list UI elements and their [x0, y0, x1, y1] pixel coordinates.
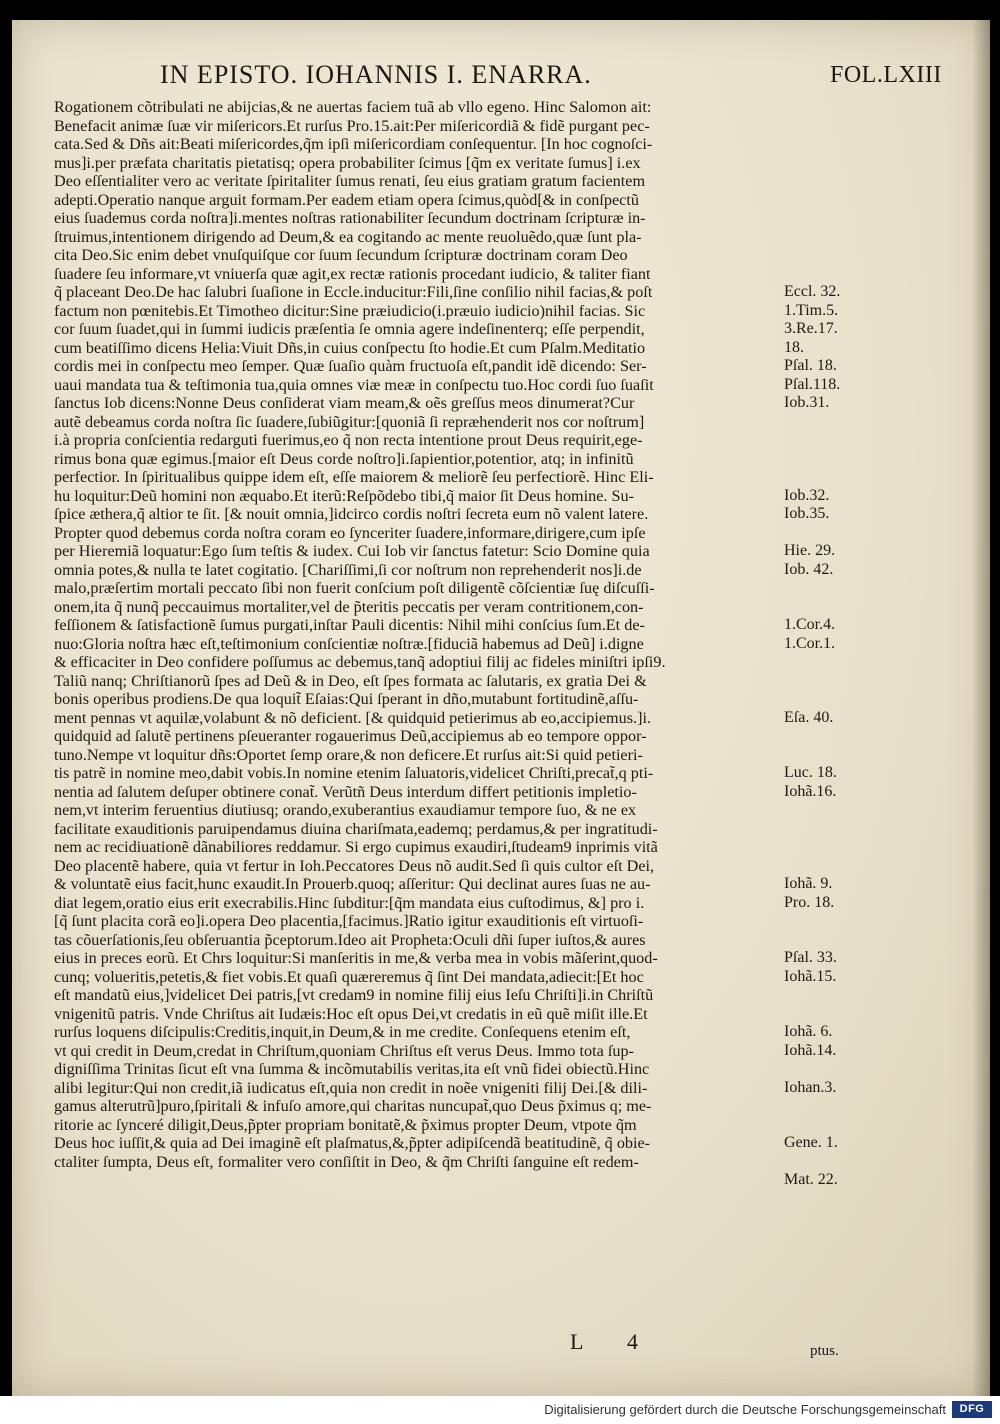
- text-line: malo,præſertim mortali peccato ſibi non fuerit conſcium poſt diligentẽ cõſcientiæ ſuę diſcuſſi-: [54, 579, 655, 597]
- text-line: uaui mandata tua & teſtimonia tua,quia omnes viæ meæ in conſpectu tuo.Hoc cordi ſuo ſuaſit: [54, 375, 654, 394]
- text-line: & efficaciter in Deo confidere poſſumus ac debemus,tanq̃ adoptiui filij ac fideles miniſtri ipſi9.: [54, 653, 666, 671]
- text-line: vt qui credit in Deum,credat in Chriſtum,quoniam Chriſtus eſt verus Deus. Immo tota ſup-: [54, 1041, 634, 1060]
- text-line: tuno.Nempe vt loquitur dñs:Oportet ſemp orare,& non deficere.Et rurſus ait:Si quid petieri-: [54, 745, 643, 764]
- text-line: eius in preces eorũ. Et Chrs loquitur:Si manſeritis in me,& verba mea in vobis mãſerint,quod-: [54, 949, 658, 967]
- text-line: cunq; volueritis,petetis,& fiet vobis.Et quaſi quæreremus q̃ ſint Dei mandata,adiecit:[Et hoc: [54, 967, 644, 986]
- text-line: rimus bona quæ egimus.[maior eſt Deus corde noſtro]i.ſapientior,potentior, atq; in infinitũ: [54, 449, 634, 468]
- marginal-reference: Iohã. 6.: [784, 1023, 833, 1040]
- text-line: cordis mei in conſpectu meo ſemper. Quæ ſuaſio quàm fructuoſa eſt,pandit idẽ dicendo: Ser-: [54, 357, 647, 375]
- text-line: autẽ debeamus corda noſtra ſic ſuadere,ſubiũgitur:[quoniã ſi repræhenderit nos cor noſtrum]: [54, 412, 645, 431]
- text-line: ſtruimus,intentionem dirigendo ad Deum,& ea cogitando ac mente reuoluẽdo,quæ ſunt pla-: [54, 227, 642, 246]
- text-line: factum non pœnitebis.Et Timotheo dicitur:Sine præiudicio(i.præuio iudicio)nihil facias. Sic: [54, 301, 646, 320]
- text-line: bonis operibus prodiens.De qua loquit̃ Eſaias:Qui ſperant in dño,mutabunt fortitudinẽ,aſſu-: [54, 690, 639, 708]
- marginal-reference: Iohã. 9.: [784, 875, 833, 892]
- text-line: alibi legitur:Qui non credit,iã iudicatus eſt,quia non credit in noẽe vnigeniti filij Dei.[& dili-: [54, 1078, 648, 1097]
- text-line: Taliũ nanq; Chriſtianorũ ſpes ad Deũ & in Deo, eſt ſpes formata ac ſalutaris, ex gratia Dei &: [54, 671, 647, 690]
- marginal-reference: Mat. 22.: [784, 1171, 838, 1188]
- text-line: Rogationem cõtribulati ne abijcias,& ne auertas faciem tuã ab vllo egeno. Hinc Salomon ait:: [54, 98, 652, 116]
- text-line: quidquid ad ſalutẽ pertinens pſeueranter rogauerimus Deũ,accipiemus ab eo tempore oppor-: [54, 727, 647, 745]
- digitization-footer: [0, 1396, 1000, 1424]
- text-line: vnigenitũ patris. Vnde Chriſtus ait Iudæis:Hoc eſt opus Dei,vt credatis in eũ quẽ miſit ille.Et: [54, 1004, 648, 1023]
- signature-number: 4: [627, 1329, 638, 1354]
- text-line: perfectior. In ſpiritualibus quippe idem eſt, eſſe maiorem & meliorẽ ſeu perfectiorẽ. Hinc Eli-: [54, 468, 654, 486]
- marginal-reference: Iohan.3.: [784, 1078, 837, 1096]
- marginal-reference: Iob.31.: [784, 394, 830, 411]
- marginal-reference: 1.Tim.5.: [784, 301, 839, 319]
- marginal-reference: Pro. 18.: [784, 893, 835, 911]
- text-line: cita Deo.Sic enim debet vnuſquiſque cor ſuum ſecundum ſcripturæ doctrinam coram Deo: [54, 246, 628, 264]
- marginal-reference: Pſal. 33.: [784, 949, 837, 966]
- text-line: Deo eſſentialiter vero ac veritate ſpiritaliter ſumus renati, ſeu eius gratiam gratum facientem: [54, 172, 646, 190]
- text-line: i.à propria conſcientia redarguti fuerimus,eo q̃ non recta intentione prout Deus requirit,ege-: [54, 431, 643, 449]
- text-line: nuo:Gloria noſtra hæc eſt,teſtimonium conſcientiæ noſtræ.[fiduciã habemus ad Deũ] i.digne: [54, 634, 644, 653]
- marginal-reference: 18.: [784, 338, 804, 356]
- catchword: ptus.: [810, 1343, 839, 1359]
- text-line: cata.Sed & Dñs ait:Beati miſericordes,q̃m ipſi miſericordiam conſequentur. [In hoc cognoſci-: [54, 135, 653, 153]
- text-line: Benefacit animæ ſuæ vir miſericors.Et rurſus Pro.15.ait:Per miſericordiã & fidẽ purgant pec-: [54, 116, 650, 135]
- text-line: Deo placentẽ habere, quia vt fertur in Ioh.Peccatores Deus nõ audit.Sed ſi quis cultor eſt Dei,: [54, 856, 655, 875]
- text-line: tas cõuerſationis,ſeu obſeruantia p̃ceptorum.Ideo ait Propheta:Oculi dñi ſuper iuſtos,& aures: [54, 930, 646, 949]
- marginal-reference: Gene. 1.: [784, 1134, 838, 1151]
- marginal-reference: Iohã.16.: [784, 782, 837, 800]
- text-line: tis patrẽ in nomine meo,dabit vobis.In nomine etenim ſaluatoris,videlicet Chriſti,precat̃,q pti-: [54, 764, 654, 782]
- text-line: rurſus loquens diſcipulis:Creditis,inquit,in Deum,& in me credite. Conſequens etenim eſt,: [54, 1023, 631, 1041]
- dfg-logo: DFG: [952, 1401, 992, 1418]
- marginal-reference: Iohã.15.: [784, 967, 837, 985]
- text-line: per Hieremiã loquatur:Ego ſum teſtis & iudex. Cui Iob vir ſanctus fatetur: Scio Domine quia: [54, 542, 650, 560]
- text-line: diat legem,oratio eius erit execrabilis.Hinc ſubditur:[q̃m mandata eius cuſtodimus, &] pro i.: [54, 893, 645, 912]
- marginal-reference: Pſal. 18.: [784, 357, 837, 374]
- text-line: eſt mandatũ eius,]videlicet Dei patris,[vt credam9 in nomine filij eius Ieſu Chriſti]i.in Chriſtũ: [54, 986, 654, 1004]
- text-line: nem,vt interim feruentius diutiusq; orando,exuberantius exaudiamur tempore ſuo, & ne ex: [54, 801, 637, 819]
- book-page: [12, 20, 990, 1396]
- marginal-reference: Iob.35.: [784, 505, 830, 522]
- text-block: [54, 98, 794, 1171]
- text-line: ſanctus Iob dicens:Nonne Deus conſiderat viam meam,& oẽs greſſus meos dinumerat?Cur: [54, 394, 635, 412]
- text-line: [q̃ ſunt placita corã eo]i.opera Deo placentia,[facimus.]Ratio igitur exauditionis eſt virtuoſi-: [54, 912, 644, 930]
- marginal-reference: 1.Cor.4.: [784, 616, 836, 633]
- marginal-reference: Eccl. 32.: [784, 283, 841, 300]
- text-line: Deus hoc iuſſit,& quia ad Dei imaginẽ eſt plaſmatus,&,p̃pter adipiſcendã beatitudinẽ, q̃ obie-: [54, 1134, 651, 1152]
- text-line: nem ac recidiuationẽ dãnabiliores reddamur. Si ergo cupimus exaudiri,ſtudeam9 inprimis vitã: [54, 838, 658, 856]
- text-line: facilitate exauditionis paruipendamus diuina chariſmata,eademq; perdamus,& per ingratitudi-: [54, 819, 658, 838]
- text-line: digniſſima Trinitas ſicut eſt vna ſumma & incõmutabilis veritas,ita eſt vnũ fidei obiectũ.Hinc: [54, 1060, 650, 1078]
- marginal-reference: Iob. 42.: [784, 560, 834, 578]
- marginal-reference: Iohã.14.: [784, 1041, 837, 1059]
- marginal-reference: 1.Cor.1.: [784, 634, 836, 652]
- text-line: nentia ad ſalutem deſuper obtinere conat̃. Verũtñ Deus interdum differt petitionis impletio-: [54, 782, 637, 801]
- folio-number: FOL.LXIII: [830, 62, 942, 88]
- text-line: ment pennas vt aquilæ,volabunt & nõ deficient. [& quidquid petierimus ab eo,accipiemus.]i.: [54, 708, 652, 727]
- text-line: ctaliter ſumpta, Deus eſt, formaliter vero conſiſtit in Deo, & q̃m Chriſti ſanguine eſt redem-: [54, 1152, 639, 1171]
- running-title: IN EPISTO. IOHANNIS I. ENARRA.: [160, 60, 592, 89]
- marginal-reference: Hie. 29.: [784, 542, 836, 559]
- text-line: ſpice æthera,q̃ altior te ſit. [& nouit omnia,]idcirco cordis noſtri ſecreta eum nõ valent latere.: [54, 505, 649, 523]
- text-line: ſuadere ſeu informare,vt vniuerſa quæ agit,ex rectæ rationis procedant iudicio, & taliter fiant: [54, 264, 651, 283]
- marginal-reference: 3.Re.17.: [784, 320, 838, 337]
- text-line: hu loquitur:Deũ homini non æquabo.Et iterũ:Reſpõdebo tibi,q̃ maior ſit Deus homine. Su-: [54, 486, 634, 505]
- text-line: onem,ita q̃ nunq̃ peccauimus mortaliter,vel de p̃teritis peccatis per veram contritionem,con-: [54, 597, 644, 616]
- text-line: mus]i.per præfata charitatis pietatisq; opera probabiliter ſcimus [q̃m ex veritate ſumus] i.ex: [54, 153, 641, 172]
- signature-mark: L: [570, 1329, 584, 1354]
- text-line: adepti.Operatio nanque arguit formam.Per eadem etiam opera ſcimus,quòd[& in conſpectũ: [54, 190, 639, 209]
- marginal-reference: Eſa. 40.: [784, 708, 834, 726]
- text-line: omnia potes,& nulla te latet cogitatio. [Chariſſimi,ſi cor noſtrum non reprehenderit nos]i.de: [54, 560, 642, 579]
- marginal-reference: Pſal.118.: [784, 375, 841, 393]
- text-line: cum beatiſſimo dicens Helia:Viuit Dñs,in cuius conſpectu ſto hodie.Et cum Pſalm.Meditatio: [54, 338, 646, 357]
- text-line: & voluntatẽ eius facit,hunc exaudit.In Prouerb.quoq; aſſeritur: Qui declinat aures ſuas ne au-: [54, 875, 651, 893]
- text-line: ritorie ac ſynceré diligit,Deus,p̃pter propriam bonitatẽ,& p̃ximus propter Deum, vtpote q̃m: [54, 1115, 637, 1134]
- text-line: q̃ placeant Deo.De hac ſalubri ſuaſione in Eccle.inducitur:Fili,ſine conſilio nihil facias,& poſt: [54, 283, 653, 301]
- footer-credit: Digitalisierung gefördert durch die Deutsche Forschungsgemeinschaft: [544, 1402, 946, 1417]
- text-line: eius ſuademus corda noſtra]i.mentes noſtras rationabiliter ſecundum doctrinam ſcripturæ in-: [54, 209, 646, 227]
- marginal-reference: Luc. 18.: [784, 764, 837, 781]
- text-line: feſſionem & ſatisfactionẽ ſumus purgati,inſtar Pauli dicentis: Nihil mihi conſcius ſum.Et de-: [54, 616, 645, 634]
- text-line: gamus alterutrũ]puro,ſpiritali & infuſo amore,qui charitas nuncupat̃,quo Deus p̃ximus q; me-: [54, 1097, 652, 1115]
- marginal-reference: Iob.32.: [784, 486, 830, 504]
- text-line: Propter quod debemus corda noſtra coram eo ſynceriter ſuadere,informare,dirigere,cum ipſe: [54, 523, 646, 542]
- text-line: cor ſuum ſuadet,qui in ſummi iudicis præſentia ſe omnia agere indeſinenterq; eſſe perpendit,: [54, 320, 645, 338]
